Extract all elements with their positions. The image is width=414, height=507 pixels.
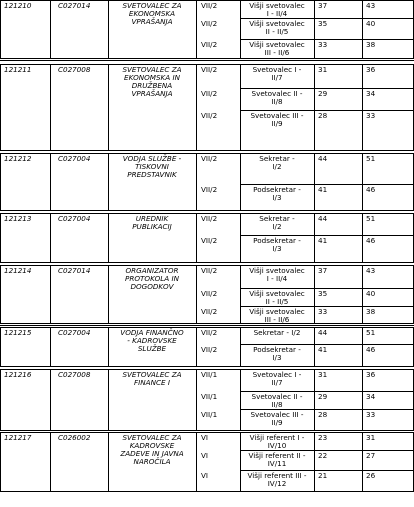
salary-grade-max: 40 [366, 19, 376, 28]
tariff-class: VII/2 [201, 185, 218, 194]
rank-title: Svetovalec II - II/8 [251, 392, 303, 409]
column-rule [50, 327, 51, 367]
position-number: 121214 [4, 266, 32, 275]
position-code: C027004 [58, 328, 91, 337]
column-rule [50, 0, 51, 59]
position-title: SVETOVALEC ZA EKONOMSKA IN DRUŽBENA VPRAŠANJA [122, 65, 182, 98]
salary-grade-max: 26 [366, 471, 376, 480]
rank-title: Podsekretar - I/3 [253, 345, 301, 362]
column-rule [108, 64, 109, 151]
salary-grade-max: 46 [366, 236, 376, 245]
column-rule [108, 327, 109, 367]
position-code: C027008 [58, 65, 91, 74]
column-rule [0, 64, 1, 151]
column-rule [50, 213, 51, 263]
salary-grade-min: 44 [318, 154, 328, 163]
position-title: VODJA FINANČNO - KADROVSKE SLUŽBE [120, 328, 184, 353]
column-rule [314, 327, 315, 367]
column-rule [196, 265, 197, 324]
salary-grade-min: 37 [318, 1, 328, 10]
column-rule [196, 213, 197, 263]
salary-grade-min: 22 [318, 451, 328, 460]
column-rule [314, 153, 315, 211]
salary-grade-max: 51 [366, 328, 376, 337]
tariff-class: VII/2 [201, 289, 218, 298]
column-rule [196, 0, 197, 59]
tariff-class: VII/2 [201, 266, 218, 275]
tariff-class: VII/1 [201, 392, 218, 401]
position-number: 121211 [4, 65, 32, 74]
group-bottom-rule-double [0, 60, 414, 61]
salary-grade-max: 51 [366, 154, 376, 163]
rank-title: Svetovalec II - II/8 [251, 89, 303, 106]
salary-grade-max: 51 [366, 214, 376, 223]
tariff-class: VI [201, 471, 209, 480]
group-bottom-rule [0, 323, 414, 324]
salary-grade-min: 44 [318, 328, 328, 337]
salary-grade-max: 38 [366, 40, 376, 49]
rank-title: Svetovalec I - II/7 [252, 370, 302, 387]
rank-title: Višji svetovalec I - II/4 [249, 266, 305, 283]
rank-title: Višji referent II - IV/11 [248, 451, 306, 468]
salary-grade-max: 43 [366, 266, 376, 275]
column-rule [362, 432, 363, 492]
salary-grade-min: 41 [318, 236, 328, 245]
column-rule [362, 153, 363, 211]
position-number: 121213 [4, 214, 32, 223]
position-title: VODJA SLUŽBE - TISKOVNI PREDSTAVNIK [122, 154, 182, 179]
salary-grade-min: 31 [318, 65, 328, 74]
column-rule [50, 265, 51, 324]
tariff-class: VI [201, 433, 209, 442]
column-rule [108, 432, 109, 492]
salary-grade-min: 33 [318, 40, 328, 49]
group-bottom-rule [0, 491, 414, 492]
column-rule [314, 0, 315, 59]
tariff-class: VII/2 [201, 214, 218, 223]
rank-title: Sekretar - I/2 [259, 154, 295, 171]
tariff-class: VII/2 [201, 111, 218, 120]
tariff-class: VII/2 [201, 328, 218, 337]
tariff-class: VII/2 [201, 345, 218, 354]
tariff-class: VII/2 [201, 154, 218, 163]
salary-grade-max: 33 [366, 410, 376, 419]
rank-title: Svetovalec I - II/7 [252, 65, 302, 82]
position-title: SVETOVALEC ZA KADROVSKE ZADEVE IN JAVNA NAROČILA [120, 433, 184, 466]
salary-grade-max: 33 [366, 111, 376, 120]
position-number: 121215 [4, 328, 32, 337]
group-bottom-rule [0, 58, 414, 59]
salary-grade-min: 29 [318, 89, 328, 98]
group-bottom-rule [0, 210, 414, 211]
salary-grade-max: 31 [366, 433, 376, 442]
tariff-class: VII/2 [201, 1, 218, 10]
column-rule [0, 0, 1, 59]
salary-grade-max: 40 [366, 289, 376, 298]
column-rule [314, 265, 315, 324]
column-rule [50, 369, 51, 431]
salary-grade-max: 34 [366, 392, 376, 401]
rank-title: Višji svetovalec II - II/5 [249, 289, 305, 306]
tariff-class: VII/2 [201, 307, 218, 316]
column-rule [362, 369, 363, 431]
tariff-class: VII/2 [201, 236, 218, 245]
position-title: SVETOVALEC ZA FINANCE I [122, 370, 182, 387]
salary-grade-min: 28 [318, 410, 328, 419]
salary-grade-min: 28 [318, 111, 328, 120]
rank-title: Višji svetovalec III - II/6 [249, 40, 305, 57]
salary-grade-min: 41 [318, 185, 328, 194]
rank-title: Podsekretar - I/3 [253, 236, 301, 253]
column-rule [108, 369, 109, 431]
group-bottom-rule [0, 150, 414, 151]
rank-title: Svetovalec III - II/9 [250, 111, 304, 128]
group-bottom-rule [0, 366, 414, 367]
column-rule [108, 0, 109, 59]
column-rule [314, 432, 315, 492]
column-rule [108, 265, 109, 324]
group-bottom-rule [0, 262, 414, 263]
column-rule [314, 213, 315, 263]
column-rule [0, 432, 1, 492]
position-number: 121210 [4, 1, 32, 10]
column-rule [0, 369, 1, 431]
position-number: 121217 [4, 433, 32, 442]
column-rule [108, 213, 109, 263]
salary-grade-max: 43 [366, 1, 376, 10]
salary-grade-max: 34 [366, 89, 376, 98]
tariff-class: VI [201, 451, 209, 460]
salary-grade-min: 21 [318, 471, 328, 480]
position-title: UREDNIK PUBLIKACIJ [132, 214, 172, 231]
tariff-class: VII/2 [201, 40, 218, 49]
column-rule [314, 369, 315, 431]
salary-grade-min: 35 [318, 289, 328, 298]
column-rule [314, 64, 315, 151]
position-code: C027014 [58, 266, 91, 275]
salary-grade-max: 36 [366, 370, 376, 379]
rank-title: Višji referent I - IV/10 [249, 433, 305, 450]
salary-grade-max: 46 [366, 345, 376, 354]
column-rule [50, 153, 51, 211]
column-rule [240, 64, 241, 151]
rank-title: Podsekretar - I/3 [253, 185, 301, 202]
salary-grade-min: 35 [318, 19, 328, 28]
column-rule [362, 213, 363, 263]
salary-grade-min: 23 [318, 433, 328, 442]
position-code: C027014 [58, 1, 91, 10]
position-title: ORGANIZATOR PROTOKOLA IN DOGODKOV [125, 266, 179, 291]
tariff-class: VII/1 [201, 410, 218, 419]
column-rule [196, 369, 197, 431]
rank-title: Višji svetovalec II - II/5 [249, 19, 305, 36]
rank-title: Višji referent III - IV/12 [247, 471, 307, 488]
column-rule [0, 153, 1, 211]
position-code: C027004 [58, 214, 91, 223]
column-rule [362, 265, 363, 324]
rank-title: Sekretar - I/2 [259, 214, 295, 231]
rank-title: Višji svetovalec I - II/4 [249, 1, 305, 18]
column-rule [362, 0, 363, 59]
group-bottom-rule-double [0, 325, 414, 326]
column-rule [0, 265, 1, 324]
position-code: C027008 [58, 370, 91, 379]
position-code: C026002 [58, 433, 91, 442]
column-rule [196, 64, 197, 151]
salary-grade-min: 37 [318, 266, 328, 275]
salary-grade-min: 41 [318, 345, 328, 354]
column-rule [196, 153, 197, 211]
column-rule [0, 213, 1, 263]
salary-grade-max: 38 [366, 307, 376, 316]
salary-grade-min: 44 [318, 214, 328, 223]
column-rule [362, 64, 363, 151]
column-rule [50, 64, 51, 151]
position-code: C027004 [58, 154, 91, 163]
tariff-class: VII/1 [201, 370, 218, 379]
column-rule [108, 153, 109, 211]
column-rule [196, 432, 197, 492]
column-rule [0, 327, 1, 367]
tariff-class: VII/2 [201, 65, 218, 74]
column-rule [50, 432, 51, 492]
position-title: SVETOVALEC ZA EKONOMSKA VPRAŠANJA [122, 1, 182, 26]
salary-grade-min: 33 [318, 307, 328, 316]
salary-grade-max: 27 [366, 451, 376, 460]
tariff-class: VII/2 [201, 19, 218, 28]
column-rule [196, 327, 197, 367]
salary-grade-max: 46 [366, 185, 376, 194]
position-number: 121212 [4, 154, 32, 163]
rank-title: Višji svetovalec III - II/6 [249, 307, 305, 324]
tariff-class: VII/2 [201, 89, 218, 98]
salary-grade-min: 31 [318, 370, 328, 379]
salary-grade-max: 36 [366, 65, 376, 74]
rank-title: Svetovalec III - II/9 [250, 410, 304, 427]
rank-title: Sekretar - I/2 [253, 328, 301, 337]
group-bottom-rule [0, 430, 414, 431]
position-number: 121216 [4, 370, 32, 379]
salary-grade-min: 29 [318, 392, 328, 401]
column-rule [362, 327, 363, 367]
